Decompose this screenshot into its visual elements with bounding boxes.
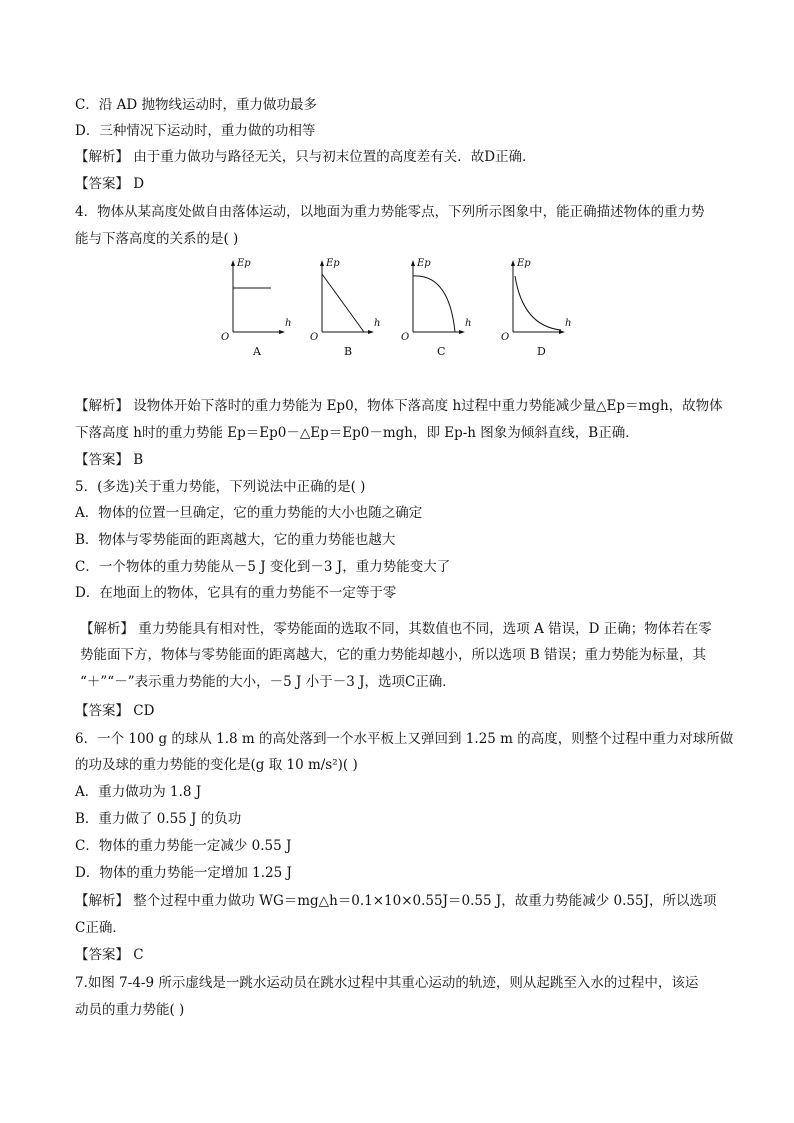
question-4-line-2: 能与下落高度的关系的是( ) xyxy=(75,231,239,247)
graph-d-x-label: h xyxy=(565,318,572,329)
graph-b xyxy=(310,254,394,358)
option-b-q6: B．重力做了 0.55 J 的负功 xyxy=(75,811,242,827)
option-d-q6: D．物体的重力势能一定增加 1.25 J xyxy=(75,865,292,881)
question-6-line-1: 6．一个 100 g 的球从 1.8 m 的高处落到一个水平板上又弹回到 1.25 m 的高度，则整个过程中重力对球所做 xyxy=(75,731,734,747)
option-a-q6: A．重力做功为 1.8 J xyxy=(75,784,202,800)
graph-d-origin: O xyxy=(501,332,510,343)
analysis-q5-line-3: “＋”“－”表示重力势能的大小，－5 J 小于－3 J，选项C正确． xyxy=(80,674,456,690)
analysis-q6-line-1: 【解析】 整个过程中重力做功 WG＝mg△h＝0.1×10×0.55J＝0.55 J，故重力势能减少 0.55J，所以选项 xyxy=(75,893,717,909)
graph-c xyxy=(401,254,485,358)
graph-a xyxy=(221,254,305,358)
question-5: 5．(多选)关于重力势能，下列说法中正确的是( ) xyxy=(75,479,366,495)
option-a-q5: A．物体的位置一旦确定，它的重力势能的大小也随之确定 xyxy=(75,505,423,521)
question-4-line-1: 4．物体从某高度处做自由落体运动，以地面为重力势能零点，下列所示图象中，能正确描述物体的重力势 xyxy=(75,204,705,220)
graph-c-curve xyxy=(413,276,455,332)
answer-q5: 【答案】 CD xyxy=(75,703,155,719)
graph-c-origin: O xyxy=(401,332,410,343)
graph-d xyxy=(501,254,585,358)
question-7-line-1: 7.如图 7-4-9 所示虚线是一跳水运动员在跳水过程中其重心运动的轨迹，则从起跳至入水的过程中，该运 xyxy=(75,975,699,991)
graph-b-x-label: h xyxy=(374,318,381,329)
graph-a-origin: O xyxy=(221,332,230,343)
graph-b-curve xyxy=(322,274,364,332)
graph-c-y-label: Ep xyxy=(417,258,431,269)
question-7-line-2: 动员的重力势能( ) xyxy=(75,1002,185,1018)
graph-a-caption: A xyxy=(253,345,261,358)
graph-a-y-label: Ep xyxy=(237,258,251,269)
graph-d-y-label: Ep xyxy=(517,258,531,269)
answer-q6: 【答案】 C xyxy=(75,947,144,963)
graph-c-x-label: h xyxy=(465,318,472,329)
graph-b-origin: O xyxy=(310,332,319,343)
analysis-q6-line-2: C正确． xyxy=(75,920,126,936)
graph-b-caption: B xyxy=(344,345,353,358)
option-b-q5: B．物体与零势能面的距离越大，它的重力势能也越大 xyxy=(75,532,396,548)
option-d-q5: D．在地面上的物体，它具有的重力势能不一定等于零 xyxy=(75,585,397,601)
option-d-q3: D．三种情况下运动时，重力做的功相等 xyxy=(75,123,316,139)
analysis-q5-line-2: 势能面下方，物体与零势能面的距离越大，它的重力势能却越小，所以选项 B 错误；重力势能为标量，其 xyxy=(80,647,707,663)
analysis-q4-line-2: 下落高度 h时的重力势能 Ep＝Ep0－△Ep＝Ep0－mgh，即 Ep-h 图象为倾斜直线，B正确． xyxy=(75,425,639,441)
graph-d-caption: D xyxy=(537,345,546,358)
option-c-q6: C．物体的重力势能一定减少 0.55 J xyxy=(75,838,292,854)
answer-q3: 【答案】 D xyxy=(75,176,145,192)
option-c-q5: C．一个物体的重力势能从－5 J 变化到－3 J，重力势能变大了 xyxy=(75,559,451,575)
graph-a-x-label: h xyxy=(285,318,292,329)
graph-b-y-label: Ep xyxy=(326,258,340,269)
answer-q4: 【答案】 B xyxy=(75,452,144,468)
analysis-q3: 【解析】 由于重力做功与路径无关，只与初末位置的高度差有关．故D正确． xyxy=(75,149,536,165)
analysis-q5-line-1: 【解析】 重力势能具有相对性，零势能面的选取不同，其数值也不同，选项 A 错误，D 正确；物体若在零 xyxy=(80,621,712,637)
graph-d-curve xyxy=(515,276,561,330)
question-6-line-2: 的功及球的重力势能的变化是(g 取 10 m/s²)( ) xyxy=(75,757,358,773)
analysis-q4-line-1: 【解析】 设物体开始下落时的重力势能为 Ep0，物体下落高度 h过程中重力势能减少量△Ep＝mgh，故物体 xyxy=(75,398,723,414)
option-c-q3: C．沿 AD 抛物线运动时，重力做功最多 xyxy=(75,97,317,113)
graph-c-caption: C xyxy=(437,345,446,358)
